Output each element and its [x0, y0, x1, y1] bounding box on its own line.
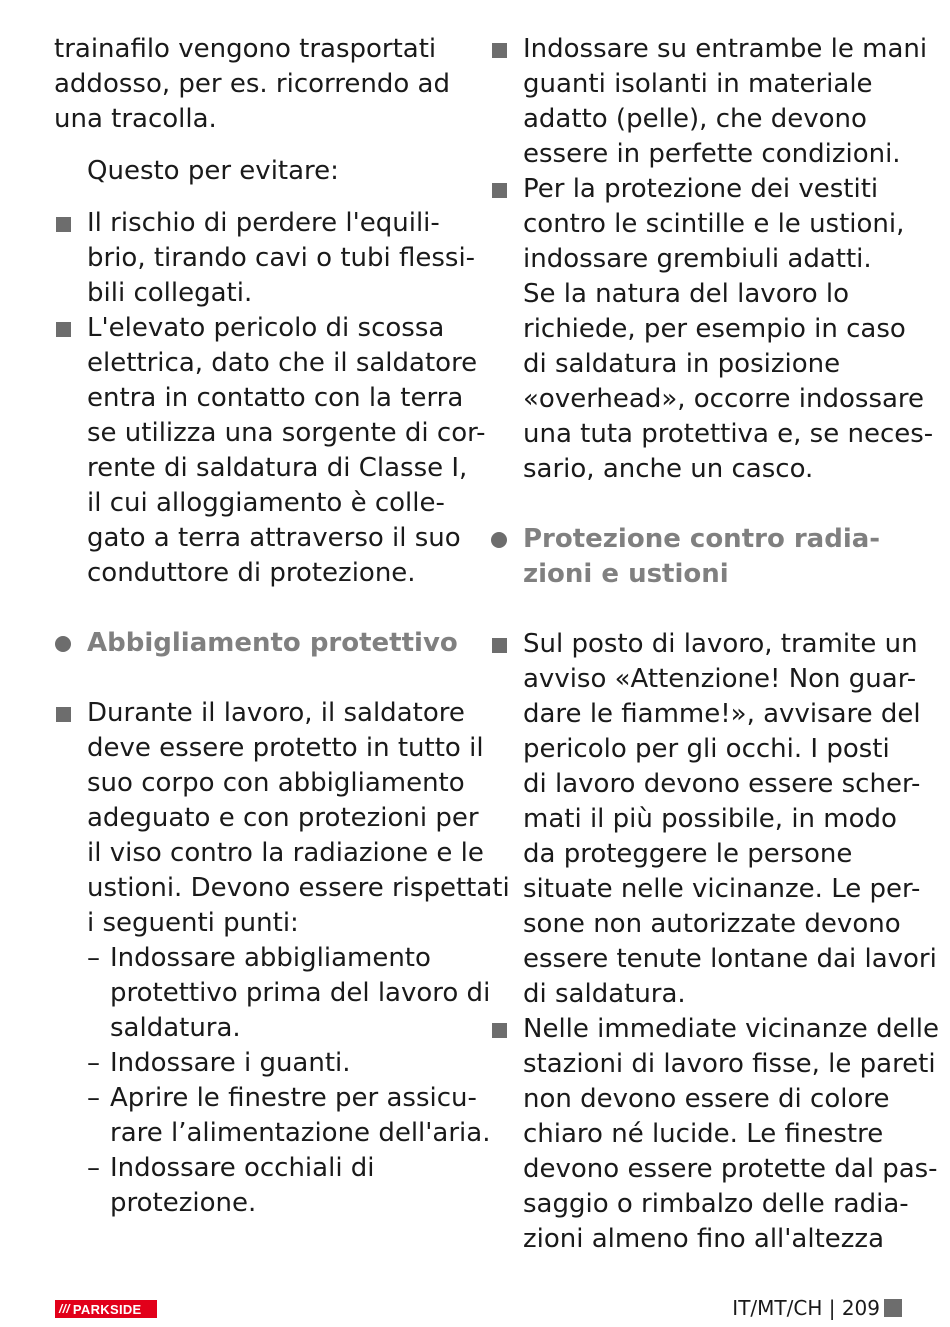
bullet-square-icon: [492, 638, 507, 653]
heading-text: Abbigliamento protettivo: [87, 628, 458, 658]
text-line: contro le scintille e le ustioni,: [523, 209, 905, 239]
text-line: Durante il lavoro, il saldatore: [87, 698, 465, 728]
text-line: se utilizza una sorgente di cor-: [87, 418, 486, 448]
dash-mark: –: [87, 943, 100, 973]
bullet-square-icon: [492, 1023, 507, 1038]
text-line: il cui alloggiamento è colle-: [87, 488, 445, 518]
text-line: Indossare su entrambe le mani: [523, 34, 928, 64]
text-line: entra in contatto con la terra: [87, 383, 464, 413]
dash-mark: –: [87, 1083, 100, 1113]
text-line: conduttore di protezione.: [87, 558, 416, 588]
text-line: Sul posto di lavoro, tramite un: [523, 629, 918, 659]
text-line: addosso, per es. ricorrendo ad: [54, 69, 450, 99]
text-line: Indossare abbigliamento: [110, 943, 431, 973]
text-line: bili collegati.: [87, 278, 253, 308]
text-line: Aprire le finestre per assicu-: [110, 1083, 477, 1113]
text-line: dare le fiamme!», avvisare del: [523, 699, 921, 729]
bullet-square-icon: [492, 43, 507, 58]
text-line: guanti isolanti in materiale: [523, 69, 873, 99]
text-line: brio, tirando cavi o tubi flessi-: [87, 243, 476, 273]
text-line: indossare grembiuli adatti.: [523, 244, 872, 274]
text-line: protezione.: [110, 1188, 257, 1218]
logo-text: PARKSIDE: [72, 1301, 142, 1317]
intro-paragraph: [54, 32, 474, 137]
text-line: adatto (pelle), che devono: [523, 104, 867, 134]
left-column: [54, 32, 510, 1221]
dash-item: [54, 1046, 474, 1081]
text-line: elettrica, dato che il saldatore: [87, 348, 478, 378]
section-heading: [490, 522, 910, 592]
text-line: sario, anche un casco.: [523, 454, 814, 484]
text-line: una tracolla.: [54, 104, 217, 134]
heading-text: Protezione contro radia-: [523, 524, 881, 554]
list-item: [54, 311, 486, 591]
text-line: suo corpo con abbigliamento: [87, 768, 465, 798]
text-line: una tuta protettiva e, se neces-: [523, 419, 934, 449]
parkside-logo: [55, 1300, 157, 1318]
text-line: Indossare i guanti.: [110, 1048, 351, 1078]
bullet-square-icon: [56, 217, 71, 232]
text-line: essere in perfette condizioni.: [523, 139, 901, 169]
text-line: gato a terra attraverso il suo: [87, 523, 461, 553]
text-line: essere tenute lontane dai lavori: [523, 944, 937, 974]
text-line: Indossare occhiali di: [110, 1153, 375, 1183]
text-line: L'elevato pericolo di scossa: [87, 313, 445, 343]
bullet-square-icon: [56, 322, 71, 337]
text-line: rare l’alimentazione dell'aria.: [110, 1118, 491, 1148]
text-line: ustioni. Devono essere rispettati: [87, 873, 510, 903]
dash-mark: –: [87, 1048, 100, 1078]
text-line: il viso contro la radiazione e le: [87, 838, 484, 868]
list-item: [490, 1012, 940, 1257]
text-line: i seguenti punti:: [87, 908, 299, 938]
section-heading: [54, 626, 474, 661]
text-line: Il rischio di perdere l'equili-: [87, 208, 440, 238]
list-item: [490, 172, 934, 487]
text-line: «overhead», occorre indossare: [523, 384, 925, 414]
text-line: Nelle immediate vicinanze delle: [523, 1014, 940, 1044]
text-line: protettivo prima del lavoro di: [110, 978, 491, 1008]
text-line: di lavoro devono essere scher-: [523, 769, 921, 799]
text-line: mati il più possibile, in modo: [523, 804, 897, 834]
list-item: [490, 627, 937, 1012]
text-line: saldatura.: [110, 1013, 241, 1043]
text-line: zioni almeno fino all'altezza: [523, 1224, 885, 1254]
dash-item: [54, 1151, 474, 1221]
text-line: rente di saldatura di Classe I,: [87, 453, 468, 483]
text-line: sone non autorizzate devono: [523, 909, 901, 939]
footer-square-icon: [884, 1299, 902, 1317]
bullet-dot-icon: [55, 636, 71, 652]
text-line: situate nelle vicinanze. Le per-: [523, 874, 921, 904]
text-line: Per la protezione dei vestiti: [523, 174, 879, 204]
text-line: da proteggere le persone: [523, 839, 853, 869]
text-line: saggio o rimbalzo delle radia-: [523, 1189, 909, 1219]
page-number: IT/MT/CH | 209: [732, 1296, 880, 1320]
right-column: [490, 32, 940, 1257]
text-line: deve essere protetto in tutto il: [87, 733, 484, 763]
list-item: [54, 696, 510, 941]
text-line: pericolo per gli occhi. I posti: [523, 734, 890, 764]
text-line: di saldatura in posizione: [523, 349, 841, 379]
text-line: devono essere protette dal pas-: [523, 1154, 938, 1184]
text-line: di saldatura.: [523, 979, 686, 1009]
list-item: [54, 206, 474, 311]
sub-intro: Questo per evitare:: [87, 156, 339, 186]
logo-stripes: ///: [59, 1301, 70, 1316]
dash-mark: –: [87, 1153, 100, 1183]
text-line: Se la natura del lavoro lo: [523, 279, 850, 309]
text-line: adeguato e con protezioni per: [87, 803, 479, 833]
bullet-square-icon: [492, 183, 507, 198]
list-item: [490, 32, 928, 172]
text-line: avviso «Attenzione! Non guar-: [523, 664, 917, 694]
text-line: trainafilo vengono trasportati: [54, 34, 437, 64]
text-line: richiede, per esempio in caso: [523, 314, 906, 344]
bullet-dot-icon: [491, 532, 507, 548]
bullet-square-icon: [56, 707, 71, 722]
text-line: stazioni di lavoro fisse, le pareti: [523, 1049, 936, 1079]
text-line: non devono essere di colore: [523, 1084, 890, 1114]
text-line: chiaro né lucide. Le finestre: [523, 1119, 884, 1149]
heading-text: zioni e ustioni: [523, 559, 729, 589]
dash-item: [54, 1081, 491, 1151]
dash-item: [54, 941, 491, 1046]
